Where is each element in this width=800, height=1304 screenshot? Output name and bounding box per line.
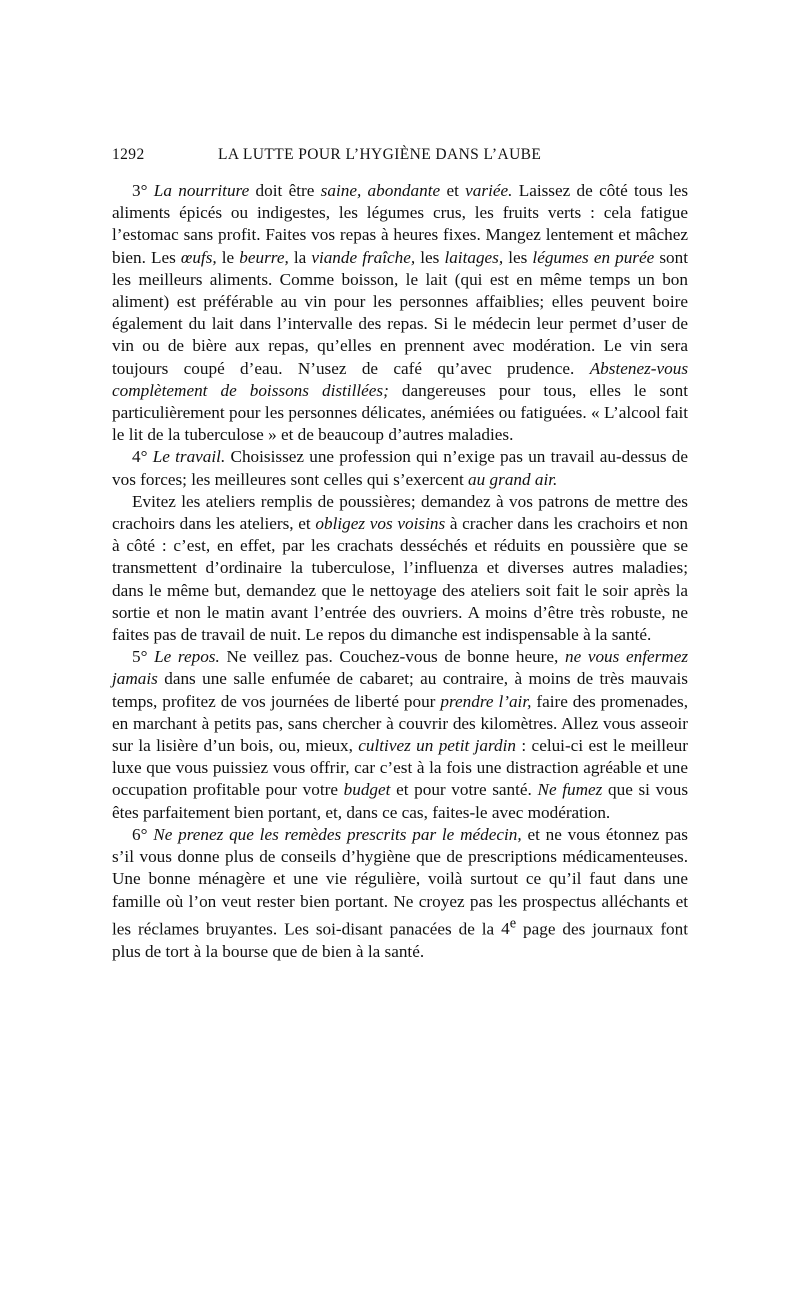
body-span: Laissez de côté tous les aliments épicés ou indigestes, les légumes crus, les fruits verts : cela fatigue l’estomac sans profit. Faites vos repas à heures fixes. Mangez lentement et mâchez bien. Les bbox=[112, 181, 689, 267]
emphasis: viande fraîche, bbox=[311, 247, 416, 267]
paragraph-travail bbox=[112, 446, 688, 490]
body-span: sont les meilleurs aliments. Comme boisson, le lait (qui est en même temps un bon aliment) est préférable au vin pour les personnes affaiblies; elles peuvent boire également du lait dans l’intervalle des repas. Si le médecin leur permet d’user de vin ou de bière aux repas, qu’elles en prennent avec modération. Le vin sera toujours coupé d’eau. N’usez de café qu’avec prudence. bbox=[112, 247, 688, 378]
body-span: la bbox=[293, 247, 307, 267]
paragraph-nourriture bbox=[112, 180, 688, 446]
emphasis: œufs, bbox=[180, 247, 217, 267]
body-text bbox=[112, 180, 688, 963]
emphasis: saine, abondante bbox=[320, 181, 441, 200]
body-span: page des journaux font plus de tort à la bourse que de bien à la santé. bbox=[112, 919, 689, 961]
ordinal-page bbox=[501, 915, 517, 939]
ordinal-number: 4 bbox=[501, 919, 510, 939]
body-span: et ne vous étonnez pas s’il vous donne plus de conseils d’hygiène que de prescriptions médicamenteuses. Une bonne ménagère et une vie régulière, voilà surtout ce qu’il faut dans une famille où l’on veut rester bien portant. Ne croyez pas les prospectus alléchants et les réclames bruyantes. Les soi-disant panacées de la bbox=[112, 824, 688, 939]
body-span: le bbox=[221, 247, 235, 267]
paragraph-number: 3° bbox=[132, 181, 148, 200]
section-heading: Le travail. bbox=[152, 447, 226, 467]
body-span: à cracher dans les crachoirs et non à côté : c’est, en effet, par les crachats desséchés et réduits en poussière que se transmettent d’ordinaire la tuberculose, l’influenza et diverses autres maladies; dans le même but, demandez que le nettoyage des ateliers soit fait le soir après la sortie et non le matin avant l’entrée des ouvriers. A moins d’être très robuste, ne faites pas de travail de nuit. Le repos du dimanche est indispensable à la santé. bbox=[112, 514, 689, 645]
emphasis: Abstenez-vous complètement de boissons distillées; bbox=[112, 358, 689, 400]
body-span: : celui-ci est le meilleur luxe que vous puissiez vous offrir, car c’est à la fois une distraction agréable et une occupation profitable pour votre bbox=[112, 736, 688, 800]
body-span: les bbox=[420, 247, 440, 267]
section-heading: La nourriture bbox=[153, 181, 250, 200]
paragraph-number: 5° bbox=[132, 647, 148, 667]
paragraph-remedes bbox=[112, 824, 688, 963]
emphasis: budget bbox=[343, 780, 391, 800]
body-span: et bbox=[446, 181, 459, 200]
body-span: Evitez les ateliers remplis de poussières; demandez à vos patrons de mettre des crachoirs dans les ateliers, et bbox=[112, 491, 688, 534]
page-number: 1292 bbox=[112, 146, 145, 163]
emphasis: variée. bbox=[465, 181, 513, 200]
emphasis: légumes en purée bbox=[532, 247, 655, 267]
body-span: doit être bbox=[255, 181, 315, 200]
body-span: Choisissez une profession qui n’exige pas un travail au-dessus de vos forces; les meilleures sont celles qui s’exercent bbox=[112, 447, 689, 489]
paragraph-repos bbox=[112, 646, 688, 824]
ordinal-suffix: e bbox=[509, 915, 517, 932]
paragraph-number: 6° bbox=[132, 824, 148, 844]
body-span: que si vous êtes parfaitement bien portant, et, dans ce cas, faites-le avec modération. bbox=[112, 780, 689, 822]
running-title: LA LUTTE POUR L’HYGIÈNE DANS L’AUBE bbox=[218, 146, 542, 163]
emphasis: obligez vos voisins bbox=[315, 514, 446, 534]
body-span: dans une salle enfumée de cabaret; au contraire, à moins de très mauvais temps, profitez de vos journées de liberté pour bbox=[112, 669, 688, 711]
paragraph-number: 4° bbox=[132, 447, 148, 467]
section-heading: Ne prenez que les remèdes prescrits par le médecin, bbox=[153, 824, 522, 844]
emphasis: cultivez un petit jardin bbox=[358, 736, 517, 756]
running-head bbox=[112, 146, 688, 172]
emphasis: beurre, bbox=[239, 247, 289, 267]
body-span: et pour votre santé. bbox=[396, 780, 532, 800]
body-span: dangereuses pour tous, elles le sont particulièrement pour les personnes délicates, anémiées ou fatiguées. « L’alcool fait le lit de la tuberculose » et de beaucoup d’autres maladies. bbox=[112, 380, 688, 445]
body-span: faire des promenades, en marchant à petits pas, sans chercher à couvrir des kilomètres. Allez vous asseoir sur la lisière d’un bois, ou, mieux, bbox=[112, 691, 689, 756]
section-heading: Le repos. bbox=[154, 647, 220, 667]
emphasis: ne vous enfermez jamais bbox=[112, 647, 689, 689]
emphasis: au grand air. bbox=[468, 469, 558, 489]
body-span: Ne veillez pas. Couchez-vous de bonne heure, bbox=[226, 647, 559, 667]
paragraph-ateliers bbox=[112, 491, 688, 646]
emphasis: prendre l’air, bbox=[440, 691, 532, 711]
emphasis: laitages, bbox=[444, 247, 504, 267]
book-page bbox=[112, 146, 688, 963]
body-span: les bbox=[508, 247, 528, 267]
emphasis: Ne fumez bbox=[537, 780, 603, 800]
